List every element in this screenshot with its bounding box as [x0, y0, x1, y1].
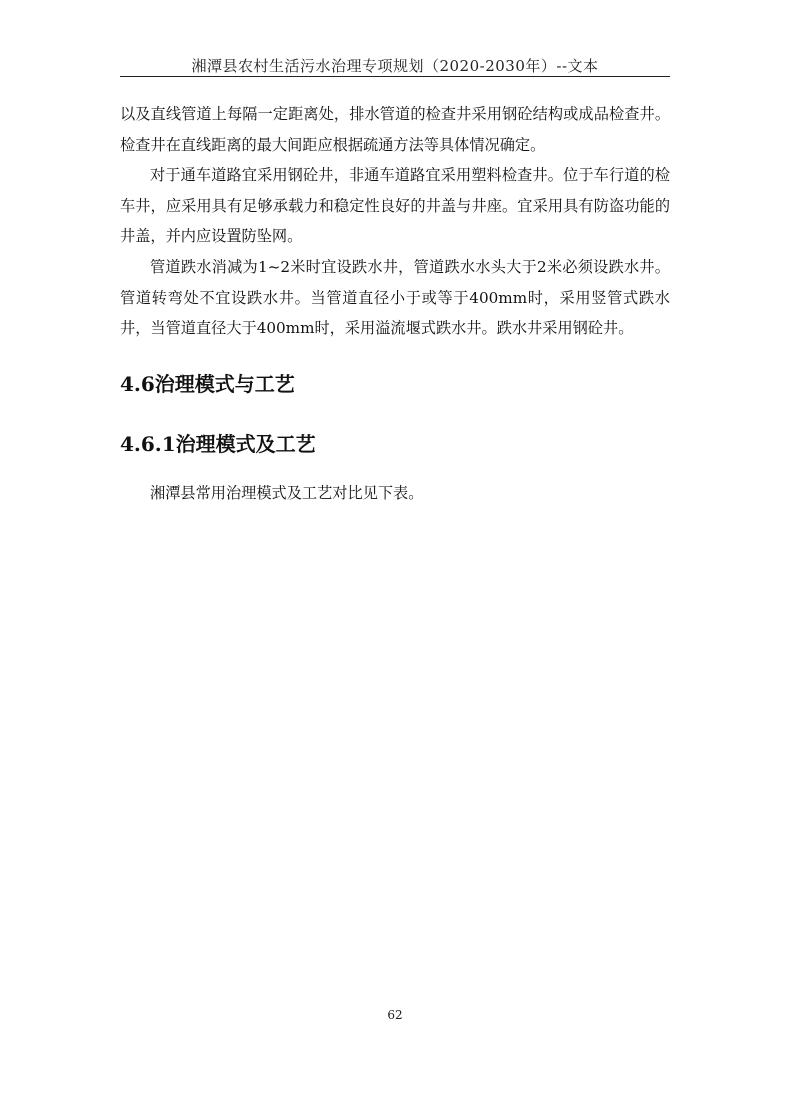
header-rule — [120, 76, 670, 77]
paragraph-inspection-wells: 以及直线管道上每隔一定距离处，排水管道的检查井采用钢砼结构或成品检查井。检查井在直线距离的最大间距应根据疏通方法等具体情况确定。 — [120, 105, 670, 154]
paragraph-table-intro: 湘潭县常用治理模式及工艺对比见下表。 — [150, 484, 424, 502]
section-heading: 4.6治理模式与工艺 — [120, 372, 295, 396]
subsection-heading: 4.6.1治理模式及工艺 — [120, 432, 316, 456]
paragraph-drop-wells: 管道跌水消减为1~2米时宜设跌水井，管道跌水水头大于2米必须设跌水井。管道转弯处不宜设跌水井。当管道直径小于或等于400mm时，采用竖管式跌水井，当管道直径大于400mm时，采用溢流堰式跌水井。跌水井采用钢砼井。 — [120, 258, 670, 337]
page-header-title: 湘潭县农村生活污水治理专项规划（2020-2030年）--文本 — [191, 57, 599, 75]
paragraph-well-types: 对于通车道路宜采用钢砼井，非通车道路宜采用塑料检查井。位于车行道的检车井，应采用具有足够承载力和稳定性良好的井盖与井座。宜采用具有防盗功能的井盖，并内应设置防坠网。 — [120, 166, 670, 245]
page-number: 62 — [387, 1008, 403, 1022]
